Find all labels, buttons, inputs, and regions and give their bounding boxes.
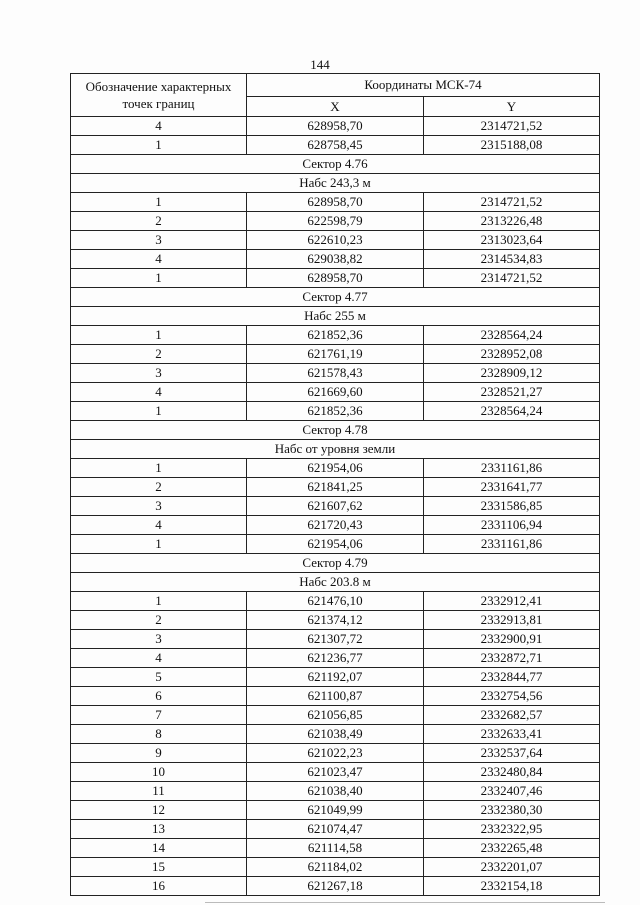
point-number: 2 bbox=[71, 478, 247, 497]
table-row bbox=[71, 136, 600, 155]
table-row bbox=[71, 649, 600, 668]
coord-x: 621841,25 bbox=[247, 478, 424, 497]
section-label: Сектор 4.76 bbox=[71, 155, 600, 174]
coord-x: 621669,60 bbox=[247, 383, 424, 402]
point-number: 4 bbox=[71, 649, 247, 668]
coord-y: 2314721,52 bbox=[424, 117, 600, 136]
table-row bbox=[71, 706, 600, 725]
table-row bbox=[71, 668, 600, 687]
coord-x: 621476,10 bbox=[247, 592, 424, 611]
coord-y: 2331586,85 bbox=[424, 497, 600, 516]
point-number: 8 bbox=[71, 725, 247, 744]
point-number: 14 bbox=[71, 839, 247, 858]
point-number: 4 bbox=[71, 383, 247, 402]
header-col-x: X bbox=[247, 97, 424, 117]
coord-y: 2332537,64 bbox=[424, 744, 600, 763]
point-number: 3 bbox=[71, 497, 247, 516]
point-number: 2 bbox=[71, 345, 247, 364]
page-number: 144 bbox=[310, 57, 330, 72]
table-row bbox=[71, 744, 600, 763]
section-row bbox=[71, 155, 600, 174]
section-label: Сектор 4.77 bbox=[71, 288, 600, 307]
coord-y: 2332754,56 bbox=[424, 687, 600, 706]
coord-x: 621038,40 bbox=[247, 782, 424, 801]
coord-y: 2314534,83 bbox=[424, 250, 600, 269]
coord-y: 2328564,24 bbox=[424, 402, 600, 421]
coord-x: 628958,70 bbox=[247, 117, 424, 136]
coord-x: 621038,49 bbox=[247, 725, 424, 744]
coord-y: 2313226,48 bbox=[424, 212, 600, 231]
coordinates-table bbox=[70, 73, 600, 896]
table-row bbox=[71, 858, 600, 877]
coord-x: 621236,77 bbox=[247, 649, 424, 668]
point-number: 13 bbox=[71, 820, 247, 839]
table-row bbox=[71, 820, 600, 839]
point-number: 4 bbox=[71, 117, 247, 136]
coord-x: 621307,72 bbox=[247, 630, 424, 649]
coord-y: 2332201,07 bbox=[424, 858, 600, 877]
coord-y: 2332872,71 bbox=[424, 649, 600, 668]
coord-x: 621049,99 bbox=[247, 801, 424, 820]
header-coords-title: Координаты МСК-74 bbox=[247, 74, 600, 97]
section-label: Набс от уровня земли bbox=[71, 440, 600, 459]
coord-y: 2328521,27 bbox=[424, 383, 600, 402]
coord-x: 621192,07 bbox=[247, 668, 424, 687]
coord-y: 2332682,57 bbox=[424, 706, 600, 725]
point-number: 3 bbox=[71, 630, 247, 649]
point-number: 1 bbox=[71, 136, 247, 155]
coord-x: 628758,45 bbox=[247, 136, 424, 155]
point-number: 3 bbox=[71, 364, 247, 383]
section-label: Сектор 4.79 bbox=[71, 554, 600, 573]
coord-y: 2332480,84 bbox=[424, 763, 600, 782]
coord-y: 2332380,30 bbox=[424, 801, 600, 820]
coord-y: 2331106,94 bbox=[424, 516, 600, 535]
point-number: 1 bbox=[71, 592, 247, 611]
coord-y: 2331641,77 bbox=[424, 478, 600, 497]
table-row bbox=[71, 725, 600, 744]
section-row bbox=[71, 421, 600, 440]
point-number: 10 bbox=[71, 763, 247, 782]
table-row bbox=[71, 326, 600, 345]
coord-y: 2315188,08 bbox=[424, 136, 600, 155]
point-number: 11 bbox=[71, 782, 247, 801]
section-label: Набс 243,3 м bbox=[71, 174, 600, 193]
table-row bbox=[71, 687, 600, 706]
table-row bbox=[71, 402, 600, 421]
point-number: 9 bbox=[71, 744, 247, 763]
coord-x: 621114,58 bbox=[247, 839, 424, 858]
coord-x: 629038,82 bbox=[247, 250, 424, 269]
point-number: 1 bbox=[71, 269, 247, 288]
section-row bbox=[71, 573, 600, 592]
coord-y: 2328564,24 bbox=[424, 326, 600, 345]
table-row bbox=[71, 345, 600, 364]
page-bottom-line bbox=[205, 902, 605, 903]
coord-x: 622598,79 bbox=[247, 212, 424, 231]
section-row bbox=[71, 174, 600, 193]
coord-y: 2332407,46 bbox=[424, 782, 600, 801]
point-number: 1 bbox=[71, 535, 247, 554]
coord-x: 621954,06 bbox=[247, 459, 424, 478]
coord-x: 622610,23 bbox=[247, 231, 424, 250]
point-number: 1 bbox=[71, 193, 247, 212]
point-number: 4 bbox=[71, 250, 247, 269]
table-row bbox=[71, 839, 600, 858]
table-row bbox=[71, 630, 600, 649]
coord-x: 621607,62 bbox=[247, 497, 424, 516]
coord-x: 621022,23 bbox=[247, 744, 424, 763]
point-number: 15 bbox=[71, 858, 247, 877]
coord-x: 621578,43 bbox=[247, 364, 424, 383]
coord-y: 2328952,08 bbox=[424, 345, 600, 364]
point-number: 3 bbox=[71, 231, 247, 250]
coord-y: 2332844,77 bbox=[424, 668, 600, 687]
coord-y: 2328909,12 bbox=[424, 364, 600, 383]
table-row bbox=[71, 117, 600, 136]
coord-x: 621184,02 bbox=[247, 858, 424, 877]
coord-x: 621267,18 bbox=[247, 877, 424, 896]
point-number: 5 bbox=[71, 668, 247, 687]
table-row bbox=[71, 478, 600, 497]
section-row bbox=[71, 554, 600, 573]
section-label: Сектор 4.78 bbox=[71, 421, 600, 440]
point-number: 1 bbox=[71, 326, 247, 345]
table-row bbox=[71, 763, 600, 782]
point-number: 2 bbox=[71, 611, 247, 630]
coord-y: 2332265,48 bbox=[424, 839, 600, 858]
table-body bbox=[71, 117, 600, 896]
point-number: 7 bbox=[71, 706, 247, 725]
coord-y: 2332900,91 bbox=[424, 630, 600, 649]
coord-x: 621374,12 bbox=[247, 611, 424, 630]
coord-y: 2331161,86 bbox=[424, 535, 600, 554]
table-row bbox=[71, 269, 600, 288]
coord-x: 621852,36 bbox=[247, 326, 424, 345]
table-row bbox=[71, 516, 600, 535]
header-designation: Обозначение характерных точек границ bbox=[71, 74, 247, 117]
coord-y: 2314721,52 bbox=[424, 269, 600, 288]
coord-x: 628958,70 bbox=[247, 193, 424, 212]
coord-x: 621023,47 bbox=[247, 763, 424, 782]
point-number: 1 bbox=[71, 402, 247, 421]
table-row bbox=[71, 364, 600, 383]
table-row bbox=[71, 250, 600, 269]
table-row bbox=[71, 535, 600, 554]
table-row bbox=[71, 193, 600, 212]
coord-x: 621720,43 bbox=[247, 516, 424, 535]
section-label: Набс 203.8 м bbox=[71, 573, 600, 592]
coord-x: 621852,36 bbox=[247, 402, 424, 421]
section-row bbox=[71, 307, 600, 326]
table-row bbox=[71, 497, 600, 516]
section-label: Набс 255 м bbox=[71, 307, 600, 326]
coord-y: 2332913,81 bbox=[424, 611, 600, 630]
section-row bbox=[71, 288, 600, 307]
header-col-y: Y bbox=[424, 97, 600, 117]
table-row bbox=[71, 212, 600, 231]
section-row bbox=[71, 440, 600, 459]
table-row bbox=[71, 877, 600, 896]
coord-x: 621761,19 bbox=[247, 345, 424, 364]
coord-x: 621074,47 bbox=[247, 820, 424, 839]
coord-y: 2314721,52 bbox=[424, 193, 600, 212]
point-number: 16 bbox=[71, 877, 247, 896]
coord-x: 621954,06 bbox=[247, 535, 424, 554]
coord-x: 628958,70 bbox=[247, 269, 424, 288]
coord-y: 2332912,41 bbox=[424, 592, 600, 611]
table-row bbox=[71, 231, 600, 250]
table-row bbox=[71, 592, 600, 611]
table-row bbox=[71, 383, 600, 402]
coord-x: 621056,85 bbox=[247, 706, 424, 725]
point-number: 6 bbox=[71, 687, 247, 706]
coord-y: 2332322,95 bbox=[424, 820, 600, 839]
table-row bbox=[71, 801, 600, 820]
coord-y: 2313023,64 bbox=[424, 231, 600, 250]
coord-y: 2332154,18 bbox=[424, 877, 600, 896]
point-number: 4 bbox=[71, 516, 247, 535]
point-number: 1 bbox=[71, 459, 247, 478]
table-row bbox=[71, 782, 600, 801]
coord-y: 2332633,41 bbox=[424, 725, 600, 744]
point-number: 2 bbox=[71, 212, 247, 231]
table-row bbox=[71, 459, 600, 478]
point-number: 12 bbox=[71, 801, 247, 820]
table-row bbox=[71, 611, 600, 630]
coord-y: 2331161,86 bbox=[424, 459, 600, 478]
coord-x: 621100,87 bbox=[247, 687, 424, 706]
